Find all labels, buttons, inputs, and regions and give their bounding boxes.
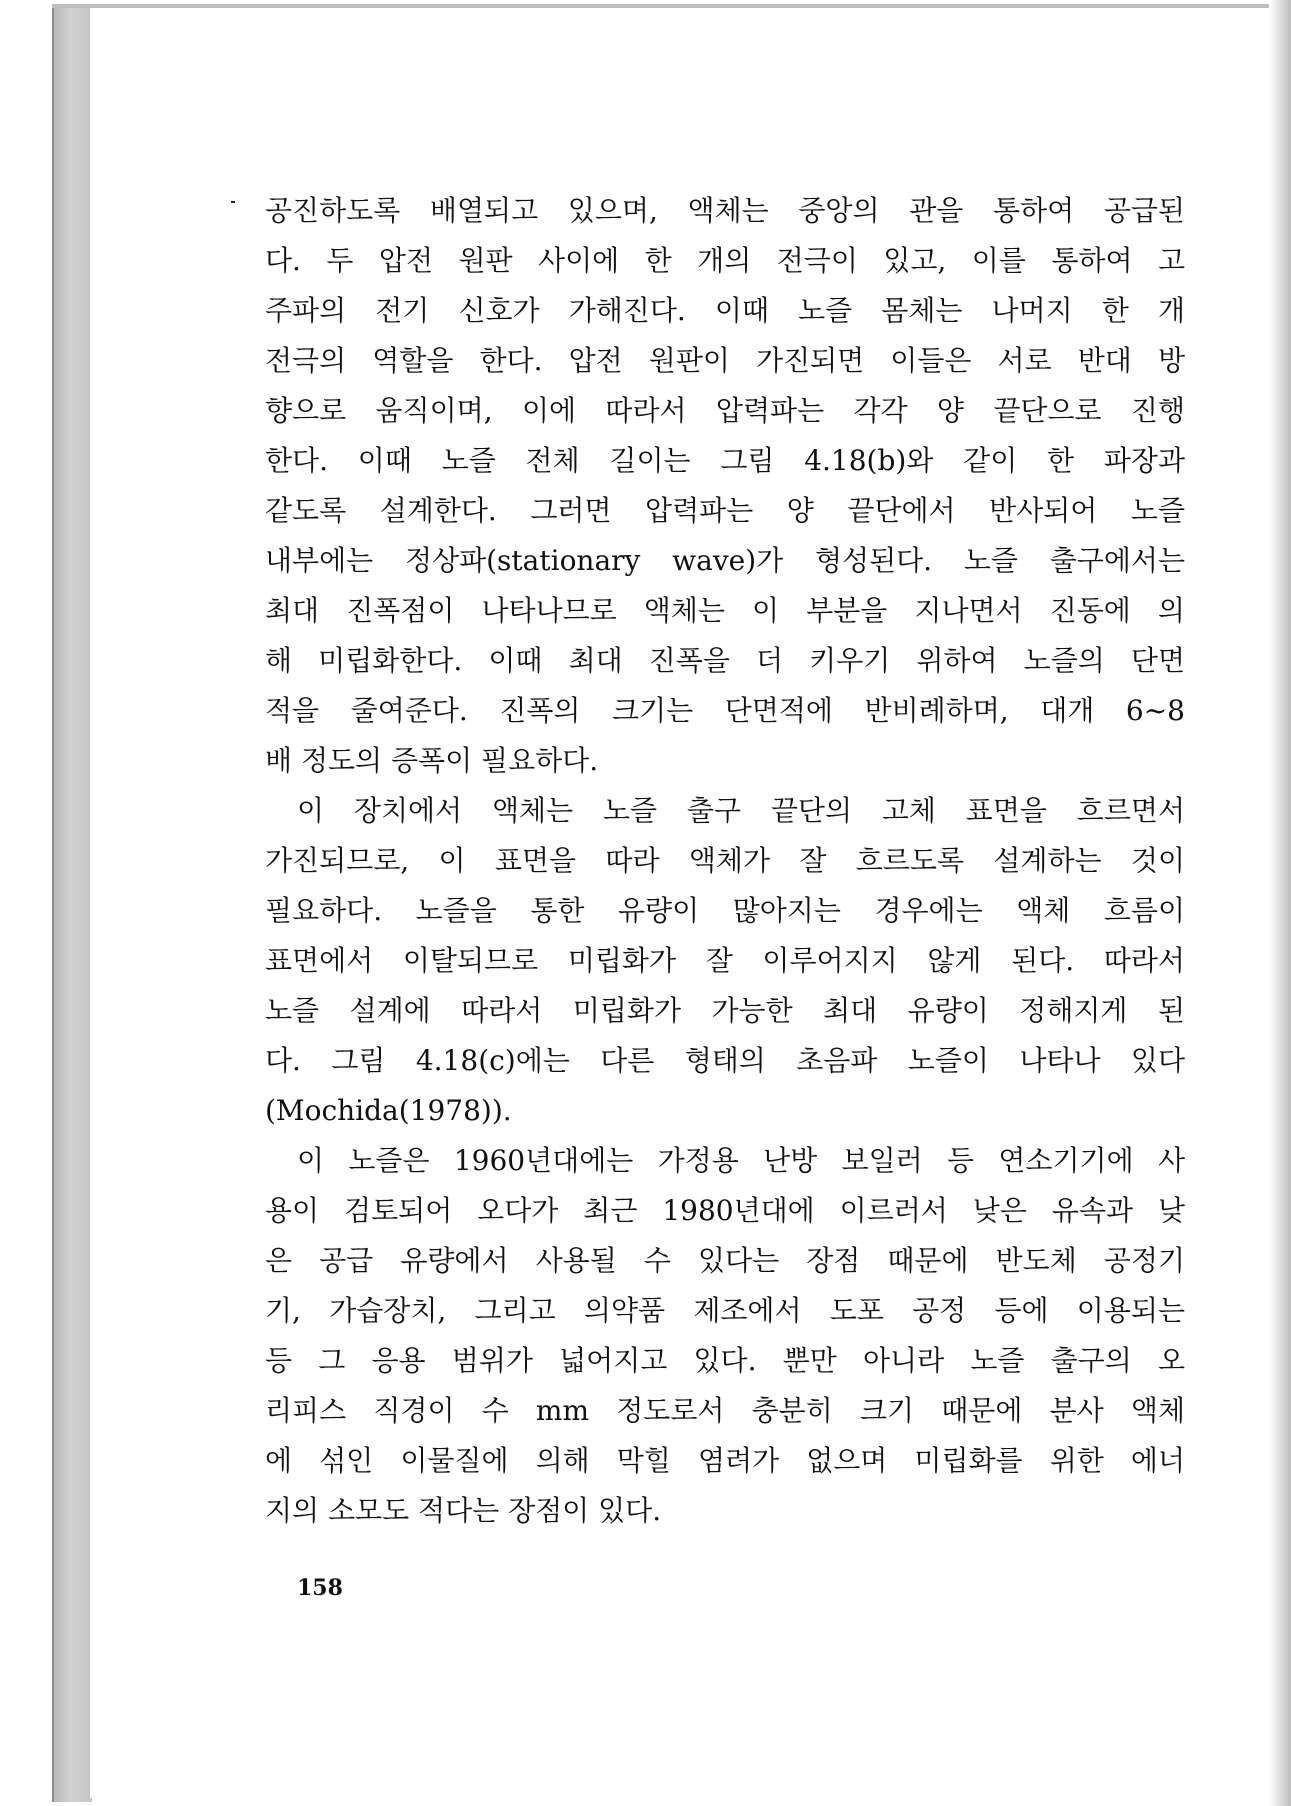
text-line: 배 정도의 증폭이 필요하다. [265, 744, 599, 777]
stray-mark [231, 201, 235, 203]
text-line: 에 섞인 이물질에 의해 막힐 염려가 없으며 미립화를 위한 에너 [265, 1444, 1185, 1477]
text-line: 지의 소모도 적다는 장점이 있다. [265, 1494, 662, 1527]
text-line: 이 노즐은 1960년대에는 가정용 난방 보일러 등 연소기기에 사 [297, 1144, 1185, 1177]
text-line: (Mochida(1978)). [265, 1094, 512, 1127]
body-text [265, 186, 1185, 1536]
text-line: 최대 진폭점이 나타나므로 액체는 이 부분을 지나면서 진동에 의 [265, 594, 1185, 627]
page-right-shadow [1269, 0, 1291, 1806]
text-line: 리피스 직경이 수 mm 정도로서 충분히 크기 때문에 분사 액체 [265, 1394, 1185, 1427]
text-line: 향으로 움직이며, 이에 따라서 압력파는 각각 양 끝단으로 진행 [265, 394, 1185, 427]
text-line: 기, 가습장치, 그리고 의약품 제조에서 도포 공정 등에 이용되는 [265, 1294, 1185, 1327]
text-line: 전극의 역할을 한다. 압전 원판이 가진되면 이들은 서로 반대 방 [265, 344, 1185, 377]
page-number: 158 [297, 1575, 343, 1601]
text-line: 노즐 설계에 따라서 미립화가 가능한 최대 유량이 정해지게 된 [265, 994, 1185, 1027]
text-line: 표면에서 이탈되므로 미립화가 잘 이루어지지 않게 된다. 따라서 [265, 944, 1185, 977]
text-line: 다. 그림 4.18(c)에는 다른 형태의 초음파 노즐이 나타나 있다 [265, 1044, 1185, 1077]
text-line: 필요하다. 노즐을 통한 유량이 많아지는 경우에는 액체 흐름이 [265, 894, 1185, 927]
text-line: 다. 두 압전 원판 사이에 한 개의 전극이 있고, 이를 통하여 고 [265, 244, 1185, 277]
text-line: 내부에는 정상파(stationary wave)가 형성된다. 노즐 출구에서는 [265, 544, 1185, 577]
text-line: 가진되므로, 이 표면을 따라 액체가 잘 흐르도록 설계하는 것이 [265, 844, 1185, 877]
text-line: 해 미립화한다. 이때 최대 진폭을 더 키우기 위하여 노즐의 단면 [265, 644, 1185, 677]
text-line: 공진하도록 배열되고 있으며, 액체는 중앙의 관을 통하여 공급된 [265, 194, 1185, 227]
text-line: 이 장치에서 액체는 노즐 출구 끝단의 고체 표면을 흐르면서 [297, 794, 1185, 827]
text-line: 용이 검토되어 오다가 최근 1980년대에 이르러서 낮은 유속과 낮 [265, 1194, 1185, 1227]
book-spine-edge [52, 6, 92, 1802]
text-line: 주파의 전기 신호가 가해진다. 이때 노즐 몸체는 나머지 한 개 [265, 294, 1185, 327]
text-line: 적을 줄여준다. 진폭의 크기는 단면적에 반비례하며, 대개 6~8 [265, 694, 1185, 727]
text-line: 은 공급 유량에서 사용될 수 있다는 장점 때문에 반도체 공정기 [265, 1244, 1185, 1277]
text-line: 한다. 이때 노즐 전체 길이는 그림 4.18(b)와 같이 한 파장과 [265, 444, 1185, 477]
text-line: 같도록 설계한다. 그러면 압력파는 양 끝단에서 반사되어 노즐 [265, 494, 1185, 527]
text-line: 등 그 응용 범위가 넓어지고 있다. 뿐만 아니라 노즐 출구의 오 [265, 1344, 1185, 1377]
